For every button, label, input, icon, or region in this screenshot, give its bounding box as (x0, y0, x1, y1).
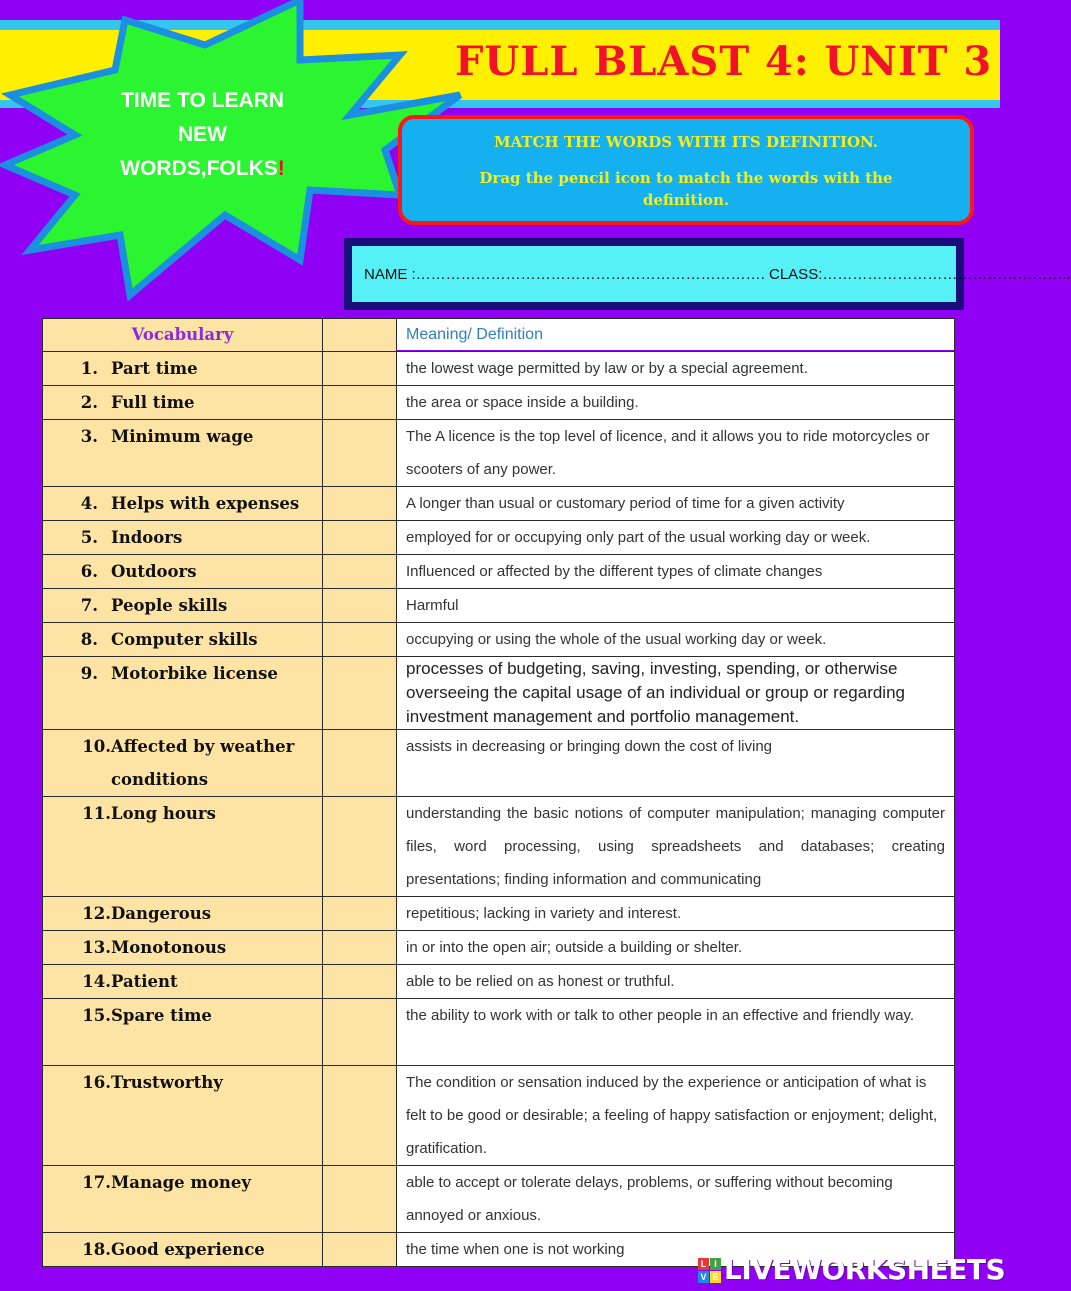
vocabulary-entry (43, 555, 322, 588)
logo-letter-v: V (698, 1271, 709, 1283)
vocabulary-number: 2. (80, 393, 98, 412)
header-definition: Meaning/ Definition (397, 319, 954, 350)
vocabulary-number: 13. (82, 938, 111, 957)
vocabulary-cell (43, 420, 323, 487)
vocabulary-entry (43, 730, 322, 796)
vocabulary-number: 8. (80, 630, 98, 649)
definition-cell: in or into the open air; outside a building or shelter. (397, 931, 955, 965)
vocabulary-word: People skills (111, 596, 228, 615)
table-row (43, 521, 955, 555)
table-row (43, 657, 955, 730)
burst-text (95, 84, 310, 186)
definition-cell: Harmful (397, 589, 955, 623)
vocabulary-entry (43, 999, 322, 1032)
vocabulary-number: 15. (82, 1006, 111, 1025)
answer-drop-cell[interactable] (323, 386, 397, 420)
vocabulary-word: Computer skills (111, 630, 258, 649)
definition-cell: employed for or occupying only part of the usual working day or week. (397, 521, 955, 555)
definition-cell: the lowest wage permitted by law or by a special agreement. (397, 352, 955, 386)
answer-drop-cell[interactable] (323, 931, 397, 965)
answer-drop-cell[interactable] (323, 555, 397, 589)
answer-drop-cell[interactable] (323, 999, 397, 1066)
vocabulary-word: Indoors (111, 528, 183, 547)
vocabulary-word: Spare time (111, 1006, 212, 1025)
burst-line-3 (95, 152, 310, 186)
table-row (43, 897, 955, 931)
vocabulary-entry (43, 420, 322, 453)
vocabulary-cell (43, 1066, 323, 1166)
vocabulary-word: Good experience (111, 1240, 265, 1259)
vocabulary-number: 7. (80, 596, 98, 615)
vocabulary-entry (43, 965, 322, 998)
definition-cell: processes of budgeting, saving, investing, spending, or otherwise overseeing the capital usage of an individual or group or regarding investment management and portfolio management. (397, 657, 955, 730)
page-title: FULL BLAST 4: UNIT 3 (455, 38, 993, 85)
table-row (43, 965, 955, 999)
vocabulary-cell (43, 965, 323, 999)
table-row (43, 1166, 955, 1233)
answer-drop-cell[interactable] (323, 657, 397, 730)
vocabulary-cell (43, 999, 323, 1066)
vocabulary-number: 6. (80, 562, 98, 581)
answer-drop-cell[interactable] (323, 420, 397, 487)
answer-drop-cell[interactable] (323, 897, 397, 931)
vocabulary-table (42, 318, 955, 1267)
definition-cell: occupying or using the whole of the usual working day or week. (397, 623, 955, 657)
definition-cell: the time when one is not working (397, 1233, 955, 1267)
table-row (43, 555, 955, 589)
logo-letter-e: E (710, 1271, 721, 1283)
vocabulary-number: 3. (80, 427, 98, 446)
vocabulary-word: Long hours (111, 804, 216, 823)
logo-letter-i: I (710, 1258, 721, 1270)
instruction-line-1: MATCH THE WORDS WITH ITS DEFINITION. (493, 133, 879, 151)
vocabulary-entry (43, 897, 322, 930)
vocabulary-word: Trustworthy (111, 1073, 223, 1092)
vocabulary-entry (43, 1066, 322, 1099)
instruction-line-2: Drag the pencil icon to match the words with the definition. (479, 169, 893, 209)
definition-cell: able to accept or tolerate delays, problems, or suffering without becoming annoyed or anxious. (397, 1166, 955, 1233)
vocabulary-number: 14. (82, 972, 111, 991)
vocabulary-number: 5. (80, 528, 98, 547)
definition-cell: the area or space inside a building. (397, 386, 955, 420)
vocabulary-entry (43, 589, 322, 622)
definition-cell: the ability to work with or talk to other people in an effective and friendly way. (397, 999, 955, 1066)
vocabulary-word: Helps with expenses (111, 494, 300, 513)
answer-drop-cell[interactable] (323, 352, 397, 386)
instructions-box (398, 115, 974, 225)
table-row (43, 386, 955, 420)
header-definition-cell (397, 319, 955, 352)
vocabulary-entry (43, 797, 322, 830)
table-header-row (43, 319, 955, 352)
answer-drop-cell[interactable] (323, 521, 397, 555)
burst-line-1: TIME TO LEARN (121, 89, 284, 112)
burst-line-2: NEW (178, 123, 227, 146)
definition-cell: The A licence is the top level of licence, and it allows you to ride motorcycles or scooters of any power. (397, 420, 955, 487)
definition-cell: A longer than usual or customary period of time for a given activity (397, 487, 955, 521)
vocabulary-cell (43, 623, 323, 657)
vocabulary-cell (43, 931, 323, 965)
name-class-box (344, 238, 1071, 310)
name-class-field[interactable]: NAME :……………………………………………………………. CLASS:………………………………………….. (352, 246, 956, 302)
table-row (43, 1066, 955, 1166)
vocabulary-word: Minimum wage (111, 427, 254, 446)
vocabulary-word: Part time (111, 359, 198, 378)
vocabulary-number: 1. (80, 359, 98, 378)
vocabulary-entry (43, 931, 322, 964)
answer-drop-cell[interactable] (323, 730, 397, 797)
vocabulary-cell (43, 657, 323, 730)
vocabulary-number: 10. (82, 737, 111, 756)
header-answer-cell (323, 319, 397, 352)
table-row (43, 999, 955, 1066)
definition-cell: repetitious; lacking in variety and interest. (397, 897, 955, 931)
burst-line-3-text: WORDS,FOLKS (120, 157, 278, 180)
vocabulary-entry (43, 487, 322, 520)
table-row (43, 623, 955, 657)
vocabulary-number: 18. (82, 1240, 111, 1259)
definition-cell: The condition or sensation induced by the experience or anticipation of what is felt to be good or desirable; a feeling of happy satisfaction or enjoyment; delight, gratification. (397, 1066, 955, 1166)
answer-drop-cell[interactable] (323, 623, 397, 657)
answer-drop-cell[interactable] (323, 1066, 397, 1166)
vocabulary-number: 4. (80, 494, 98, 513)
vocabulary-cell (43, 730, 323, 797)
vocabulary-cell (43, 352, 323, 386)
definition-cell: able to be relied on as honest or truthful. (397, 965, 955, 999)
answer-drop-cell[interactable] (323, 797, 397, 897)
vocabulary-cell (43, 487, 323, 521)
vocabulary-word: Affected by weather conditions (111, 737, 295, 789)
definition-cell: understanding the basic notions of computer manipulation; managing computer files, word processing, using spreadsheets and databases; creating presentations; finding information and communicating (397, 797, 955, 897)
definition-cell: assists in decreasing or bringing down the cost of living (397, 730, 955, 797)
header-vocabulary-cell (43, 319, 323, 352)
vocabulary-entry (43, 521, 322, 554)
table-row (43, 931, 955, 965)
answer-drop-cell[interactable] (323, 589, 397, 623)
vocabulary-cell (43, 1166, 323, 1233)
table-row (43, 420, 955, 487)
header-vocabulary: Vocabulary (131, 325, 234, 344)
vocabulary-cell (43, 897, 323, 931)
vocabulary-number: 12. (82, 904, 111, 923)
vocabulary-number: 17. (82, 1173, 111, 1192)
vocabulary-word: Full time (111, 393, 195, 412)
answer-drop-cell[interactable] (323, 1166, 397, 1233)
vocabulary-number: 11. (82, 804, 111, 823)
answer-drop-cell[interactable] (323, 1233, 397, 1267)
vocabulary-cell (43, 386, 323, 420)
table-row (43, 589, 955, 623)
vocabulary-number: 16. (82, 1073, 111, 1092)
vocabulary-entry (43, 1233, 322, 1266)
logo-text: LIVEWORKSHEETS (724, 1253, 1006, 1286)
vocabulary-entry (43, 386, 322, 419)
table-row (43, 797, 955, 897)
vocabulary-word: Motorbike license (111, 664, 278, 683)
vocabulary-cell (43, 521, 323, 555)
vocabulary-word: Monotonous (111, 938, 227, 957)
vocabulary-word: Outdoors (111, 562, 197, 581)
logo-squares (698, 1258, 721, 1283)
vocabulary-entry (43, 623, 322, 656)
answer-drop-cell[interactable] (323, 487, 397, 521)
vocabulary-cell (43, 555, 323, 589)
table-row (43, 487, 955, 521)
answer-drop-cell[interactable] (323, 965, 397, 999)
vocabulary-word: Patient (111, 972, 178, 991)
table-row (43, 730, 955, 797)
burst-exclamation: ! (277, 157, 285, 180)
liveworksheets-logo (698, 1253, 1006, 1286)
vocabulary-cell (43, 797, 323, 897)
logo-letter-l: L (698, 1258, 709, 1270)
vocabulary-entry (43, 1166, 322, 1199)
vocabulary-cell (43, 589, 323, 623)
definition-cell: Influenced or affected by the different types of climate changes (397, 555, 955, 589)
vocabulary-cell (43, 1233, 323, 1267)
vocabulary-word: Dangerous (111, 904, 212, 923)
table-row (43, 352, 955, 386)
vocabulary-word: Manage money (111, 1173, 251, 1192)
vocabulary-entry (43, 352, 322, 385)
vocabulary-entry (43, 657, 322, 690)
vocabulary-number: 9. (80, 664, 98, 683)
